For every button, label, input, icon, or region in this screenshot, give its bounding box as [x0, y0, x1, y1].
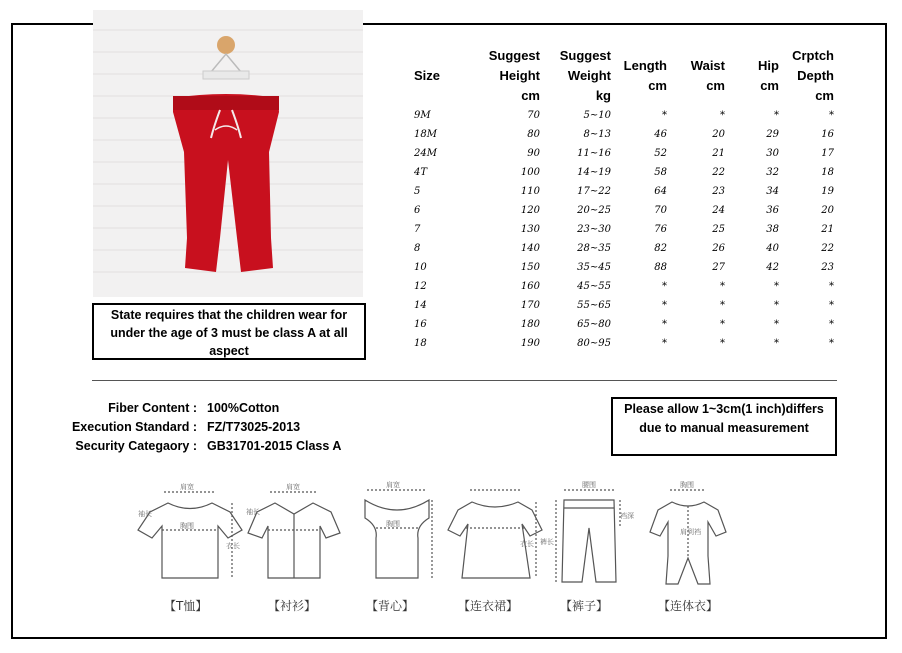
cell: 110	[520, 186, 540, 197]
product-photo	[93, 10, 363, 297]
spec-values	[207, 399, 341, 456]
cell: 7	[414, 224, 421, 235]
cell: 23~30	[577, 224, 611, 235]
cell: 46	[654, 129, 667, 140]
cell: 20	[712, 129, 725, 140]
table-row	[414, 106, 834, 125]
cell: 16	[414, 319, 427, 330]
table-row	[414, 125, 834, 144]
table-row	[414, 220, 834, 239]
pants-diagram	[556, 490, 620, 582]
header-waist: Waist cm	[690, 58, 725, 93]
vest-shoulder-label: 肩宽	[386, 481, 400, 489]
shirt-diagram	[248, 492, 340, 578]
cell: 17~22	[577, 186, 611, 197]
section-divider	[92, 380, 837, 381]
tshirt-label: 【T恤】	[164, 599, 208, 613]
cell: 36	[766, 205, 779, 216]
execution-standard-value: FZ/T73025-2013	[207, 420, 301, 434]
cell: 25	[712, 224, 725, 235]
cell: 190	[520, 338, 540, 349]
pants-length-label: 裤长	[540, 538, 554, 546]
cell: 11~16	[577, 148, 611, 159]
table-row	[414, 182, 834, 201]
cell: 26	[712, 243, 725, 254]
cell: 22	[712, 167, 725, 178]
cell: 40	[766, 243, 779, 254]
cell: 4T	[414, 167, 428, 178]
cell: 52	[654, 148, 667, 159]
cell: 82	[654, 243, 667, 254]
cell: 9M	[414, 110, 431, 121]
cell: 100	[520, 167, 540, 178]
cell: 150	[520, 262, 540, 273]
cell: 55~65	[577, 300, 611, 311]
cell: 20~25	[577, 205, 611, 216]
cell: 21	[821, 224, 834, 235]
romper-body-length-label: 肩到裆	[680, 528, 701, 536]
cell: 18	[414, 338, 427, 349]
cell: *	[829, 338, 834, 349]
cell: *	[774, 319, 779, 330]
vest-label: 【背心】	[366, 599, 415, 613]
cell: *	[662, 319, 667, 330]
cell: 32	[766, 167, 779, 178]
cell: *	[720, 110, 725, 121]
cell: 16	[821, 129, 834, 140]
cell: 23	[712, 186, 725, 197]
header-crotch-depth: Crptch Depth cm	[792, 48, 834, 103]
tshirt-diagram	[138, 492, 242, 578]
spec-labels	[40, 399, 197, 456]
tshirt-shoulder-label: 肩宽	[180, 483, 194, 491]
security-category-value: GB31701-2015 Class A	[207, 439, 342, 453]
age-requirement-note: State requires that the children wear for under the age of 3 must be class A at all aspect	[92, 303, 366, 360]
cell: 18M	[414, 129, 437, 140]
cell: 70	[527, 110, 540, 121]
vest-diagram	[365, 490, 432, 578]
dress-length-label: 衣长	[520, 540, 534, 548]
cell: *	[662, 281, 667, 292]
cell: 70	[654, 205, 667, 216]
shirt-sleeve-label: 袖长	[246, 508, 260, 516]
cell: 24	[712, 205, 725, 216]
security-category-label: Security Categaory :	[75, 439, 197, 453]
romper-label: 【连体衣】	[658, 599, 719, 613]
cell: 10	[414, 262, 427, 273]
measurement-allowance-note: Please allow 1~3cm(1 inch)differs due to manual measurement	[611, 397, 837, 456]
cell: *	[774, 300, 779, 311]
cell: 30	[766, 148, 779, 159]
table-row	[414, 201, 834, 220]
dress-diagram	[448, 490, 542, 578]
cell: 12	[414, 281, 427, 292]
cell: 65~80	[577, 319, 611, 330]
cell: 76	[654, 224, 667, 235]
table-row	[414, 296, 834, 315]
romper-diagram	[650, 490, 726, 584]
table-row	[414, 277, 834, 296]
fiber-content-value: 100%Cotton	[207, 401, 280, 415]
shirt-label: 【衬衫】	[268, 599, 317, 613]
cell: 21	[712, 148, 725, 159]
cell: 120	[520, 205, 540, 216]
cell: 42	[766, 262, 779, 273]
cell: *	[662, 300, 667, 311]
romper-chest-label: 胸围	[680, 481, 694, 489]
cell: 28~35	[577, 243, 611, 254]
cell: 14	[414, 300, 427, 311]
pants-rise-label: 裆深	[620, 512, 634, 520]
cell: 34	[766, 186, 779, 197]
header-height: Suggest Height cm	[488, 48, 540, 103]
header-hip: Hip cm	[758, 58, 779, 93]
cell: *	[829, 319, 834, 330]
cell: *	[774, 281, 779, 292]
table-row	[414, 334, 834, 353]
cell: *	[774, 110, 779, 121]
pants-label: 【裤子】	[560, 599, 609, 613]
header-weight: Suggest Weight kg	[559, 48, 611, 103]
cell: *	[720, 319, 725, 330]
cell: 22	[821, 243, 834, 254]
cell: 80	[527, 129, 540, 140]
cell: 5~10	[583, 110, 611, 121]
cell: 6	[414, 205, 421, 216]
cell: 20	[821, 205, 834, 216]
shirt-shoulder-label: 肩宽	[286, 483, 300, 491]
cell: 45~55	[577, 281, 611, 292]
table-row	[414, 239, 834, 258]
cell: 29	[766, 129, 779, 140]
cell: *	[720, 338, 725, 349]
cell: 170	[520, 300, 540, 311]
cell: 160	[520, 281, 540, 292]
garment-diagrams	[120, 478, 760, 596]
cell: 130	[520, 224, 540, 235]
cell: 90	[527, 148, 540, 159]
cell: *	[774, 338, 779, 349]
cell: 180	[520, 319, 540, 330]
cell: 8~13	[583, 129, 611, 140]
cell: *	[720, 300, 725, 311]
cell: *	[662, 110, 667, 121]
cell: 24M	[414, 148, 437, 159]
size-chart-header	[414, 46, 834, 106]
vest-chest-label: 胸围	[386, 520, 400, 528]
tshirt-sleeve-label: 袖长	[138, 510, 152, 518]
cell: 80~95	[577, 338, 611, 349]
cell: 140	[520, 243, 540, 254]
pants-waist-label: 腰围	[582, 481, 596, 489]
header-size: Size	[414, 68, 441, 83]
cell: *	[829, 110, 834, 121]
cell: *	[829, 300, 834, 311]
garment-measurement-guide	[120, 478, 760, 618]
size-chart	[414, 46, 834, 353]
cell: *	[662, 338, 667, 349]
execution-standard-label: Execution Standard :	[71, 420, 197, 434]
header-length: Length cm	[623, 58, 667, 93]
dress-label: 【连衣裙】	[458, 599, 519, 613]
table-row	[414, 163, 834, 182]
tshirt-chest-label: 胸围	[180, 522, 194, 530]
cell: 27	[712, 262, 725, 273]
table-row	[414, 258, 834, 277]
cell: 8	[414, 243, 421, 254]
cell: 35~45	[577, 262, 611, 273]
cell: 19	[821, 186, 834, 197]
cell: *	[829, 281, 834, 292]
fiber-content-label: Fiber Content :	[108, 401, 197, 415]
cell: 5	[414, 186, 421, 197]
cell: 17	[821, 148, 834, 159]
cell: 58	[654, 167, 667, 178]
tshirt-length-label: 衣长	[226, 542, 240, 550]
table-row	[414, 315, 834, 334]
table-row	[414, 144, 834, 163]
cell: 64	[654, 186, 667, 197]
cell: 14~19	[577, 167, 611, 178]
cell: *	[720, 281, 725, 292]
cell: 88	[654, 262, 667, 273]
cell: 23	[821, 262, 834, 273]
cell: 38	[766, 224, 779, 235]
cell: 18	[821, 167, 834, 178]
